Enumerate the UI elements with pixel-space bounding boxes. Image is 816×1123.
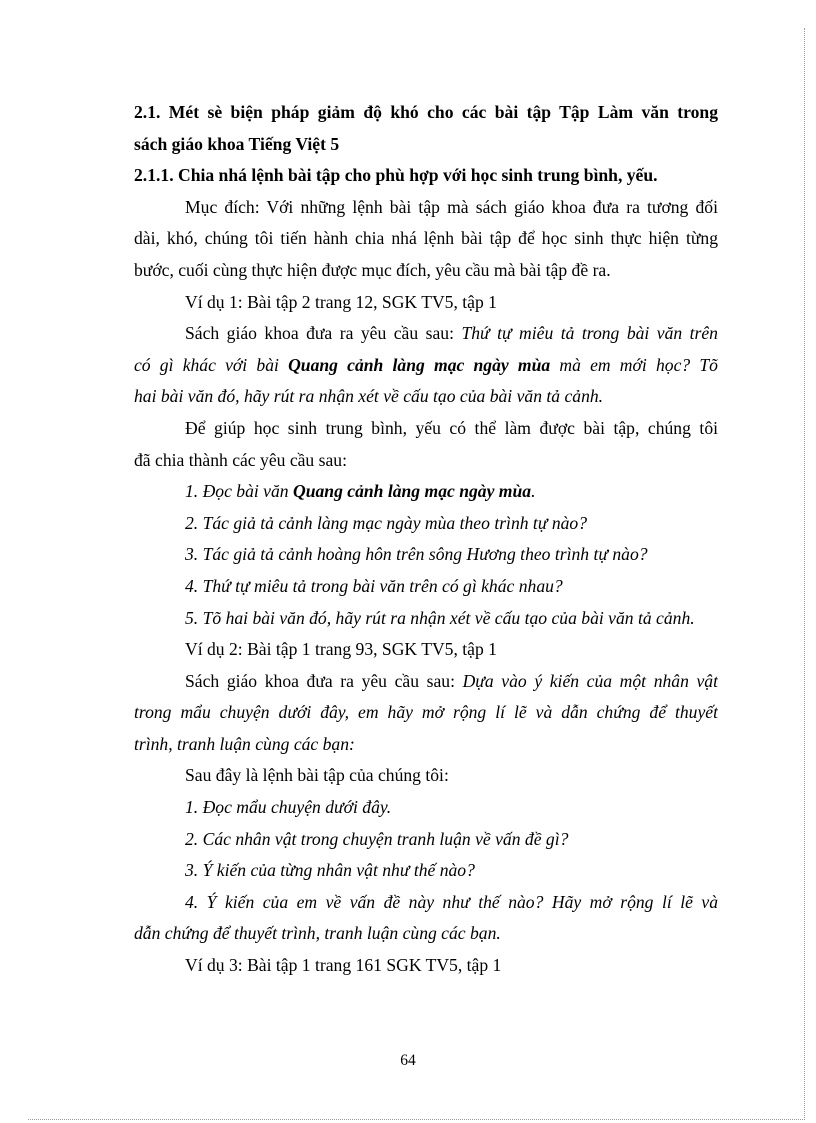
request-label: Sách giáo khoa đưa ra yêu cầu sau: bbox=[185, 323, 462, 344]
request-text: Dựa vào ý kiến của một nhân vật bbox=[462, 670, 718, 691]
example-2-request-line-1 bbox=[134, 666, 718, 698]
example-2-intro: Sau đây là lệnh bài tập của chúng tôi: bbox=[185, 765, 449, 786]
request-text: Thứ tự miêu tả trong bài văn trên bbox=[461, 323, 718, 344]
example-3-title: Ví dụ 3: Bài tập 1 trang 161 SGK TV5, tập 1 bbox=[185, 955, 502, 976]
example-1-request-line-1 bbox=[134, 318, 718, 350]
example-2-title: Ví dụ 2: Bài tập 1 trang 93, SGK TV5, tập 1 bbox=[185, 639, 497, 660]
section-heading-line-2: sách giáo khoa Tiếng Việt 5 bbox=[134, 133, 340, 154]
example-1-help-line-2: đã chia thành các yêu cầu sau: bbox=[134, 449, 347, 470]
example-1-step-1 bbox=[134, 476, 718, 508]
purpose-line-1: Mục đích: Với những lệnh bài tập mà sách giáo khoa đưa ra tương đối bbox=[185, 196, 718, 217]
example-1-step-5: 5. Tõ hai bài văn đó, hãy rút ra nhận xét về cấu tạo của bài văn tả cảnh. bbox=[185, 607, 695, 628]
example-2-step-2: 2. Các nhân vật trong chuyện tranh luận về vấn đề gì? bbox=[185, 828, 569, 849]
example-1-request-line-2 bbox=[134, 350, 718, 382]
subsection-heading: 2.1.1. Chia nhá lệnh bài tập cho phù hợp với học sinh trung bình, yếu. bbox=[134, 165, 658, 186]
page-number: 64 bbox=[400, 1052, 416, 1069]
page-border-right bbox=[804, 28, 805, 1120]
section-heading-line-1: 2.1. Mét sè biện pháp giảm độ khó cho các bài tập Tập Làm văn trong bbox=[134, 102, 718, 122]
request-text: mà em mới học? Tõ bbox=[550, 354, 718, 375]
example-2-step-4-line-1: 4. Ý kiến của em về vấn đề này như thế nào? Hãy mở rộng lí lẽ và bbox=[185, 891, 718, 912]
example-1-step-2: 2. Tác giả tả cảnh làng mạc ngày mùa theo trình tự nào? bbox=[185, 512, 588, 533]
example-2-request-line-3: trình, tranh luận cùng các bạn: bbox=[134, 733, 355, 754]
example-1-title: Ví dụ 1: Bài tập 2 trang 12, SGK TV5, tập 1 bbox=[185, 291, 497, 312]
example-1-step-3: 3. Tác giả tả cảnh hoàng hôn trên sông Hương theo trình tự nào? bbox=[185, 544, 648, 565]
example-2-request-line-2: trong mẩu chuyện dưới đây, em hãy mở rộng lí lẽ và dẫn chứng để thuyết bbox=[134, 702, 718, 723]
page-body bbox=[134, 97, 718, 982]
example-1-help-line-1: Để giúp học sinh trung bình, yếu có thể làm được bài tập, chúng tôi bbox=[185, 417, 718, 438]
lesson-title: Quang cảnh làng mạc ngày mùa bbox=[293, 481, 532, 502]
request-label: Sách giáo khoa đưa ra yêu cầu sau: bbox=[185, 670, 463, 691]
example-2-step-1: 1. Đọc mẩu chuyện dưới đây. bbox=[185, 797, 392, 818]
step-text: . bbox=[531, 481, 536, 502]
example-2-step-3: 3. Ý kiến của từng nhân vật như thế nào? bbox=[185, 860, 475, 881]
purpose-line-2: dài, khó, chúng tôi tiến hành chia nhá lệnh bài tập để học sinh thực hiện từng bbox=[134, 228, 718, 249]
example-1-step-4: 4. Thứ tự miêu tả trong bài văn trên có gì khác nhau? bbox=[185, 575, 563, 596]
step-text: 1. Đọc bài văn bbox=[185, 481, 293, 502]
purpose-line-3: bước, cuối cùng thực hiện được mục đích, yêu cầu mà bài tập đề ra. bbox=[134, 259, 611, 280]
example-2-step-4-line-2: dẫn chứng để thuyết trình, tranh luận cùng các bạn. bbox=[134, 923, 501, 944]
page-border-bottom bbox=[28, 1119, 805, 1120]
request-text: có gì khác với bài bbox=[134, 354, 289, 375]
example-1-request-line-3: hai bài văn đó, hãy rút ra nhận xét về cấu tạo của bài văn tả cảnh. bbox=[134, 386, 604, 407]
lesson-title: Quang cảnh làng mạc ngày mùa bbox=[288, 354, 551, 375]
